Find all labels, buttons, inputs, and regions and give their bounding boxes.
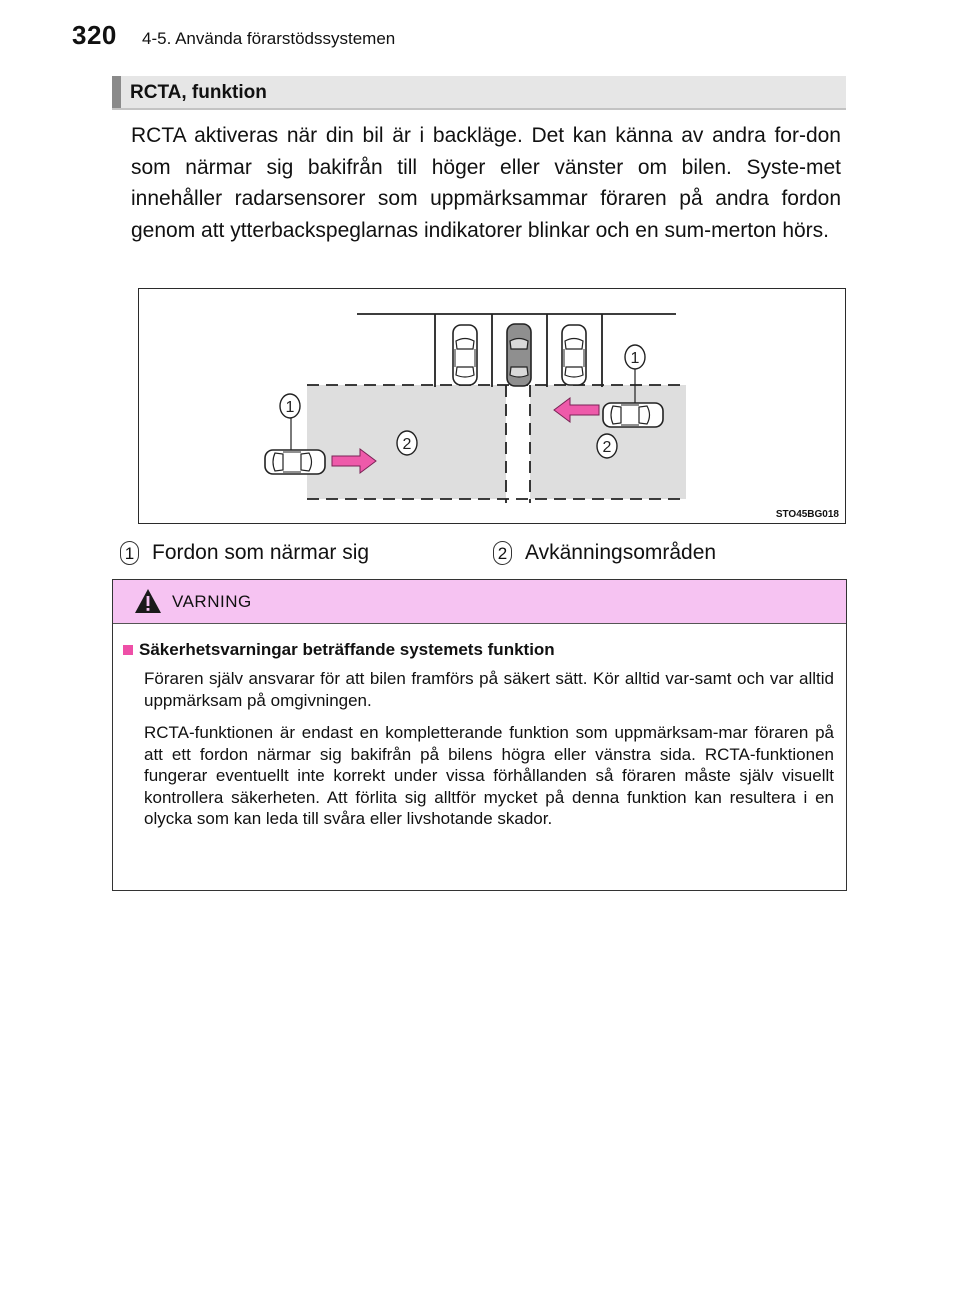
- callout-1-right: [625, 345, 645, 369]
- parked-car-left: [453, 325, 477, 385]
- callout-1-left-label: 1: [285, 399, 295, 416]
- figure-code: STO45BG018: [775, 509, 839, 520]
- warning-box: [112, 579, 847, 891]
- bullet-square-icon: [123, 645, 133, 655]
- section-header-bar: [112, 76, 121, 108]
- section-title: RCTA, funktion: [130, 82, 267, 103]
- chapter-title: 4-5. Använda förarstödssystemen: [142, 29, 396, 48]
- rcta-diagram-drawing: [139, 289, 846, 524]
- approaching-car-right: [603, 403, 663, 427]
- callout-2-right-label: 2: [602, 439, 612, 456]
- warning-heading: [123, 640, 830, 660]
- own-car: [507, 324, 531, 386]
- section-header: [112, 76, 846, 110]
- legend-item-1: [120, 541, 369, 565]
- intro-paragraph: RCTA aktiveras när din bil är i backläge. Det kan känna av andra for-don som närmar sig bakifrån till höger eller vänster om bilen. Syste-met innehåller radarsensorer som uppmärksammar föraren på andra fordon genom att ytterbackspeglarnas indikatorer blinkar och en sum-merton hörs.: [131, 124, 841, 242]
- warning-heading-text: Säkerhetsvarningar beträffande systemets funktion: [139, 640, 555, 659]
- warning-paragraph-2: RCTA-funktionen är endast en kompletterande funktion som uppmärksam-mar föraren på att ett fordon närmar sig bakifrån på bilens högra eller vänstra sida. RCTA-funktionen fungerar eventuellt inte korrekt under vissa förhållanden så föraren måste själv visuellt kontrollera säkerheten. Att förlita sig alltför mycket på denna funktion kan resultera i en olycka som kan leda till svåra eller livshotande skador.: [144, 723, 834, 828]
- callout-1-right-label: 1: [630, 350, 640, 367]
- legend-2-number: 2: [493, 541, 512, 565]
- legend-1-label: Fordon som närmar sig: [152, 541, 370, 564]
- legend-item-2: [493, 541, 716, 565]
- warning-title: VARNING: [172, 592, 252, 611]
- warning-triangle-icon: [134, 588, 162, 614]
- callout-2-left-label: 2: [402, 436, 412, 453]
- warning-body: [113, 624, 846, 830]
- rcta-diagram: [138, 288, 846, 524]
- callout-2-left: [397, 431, 417, 455]
- parked-car-right: [562, 325, 586, 385]
- legend-1-number: 1: [120, 541, 139, 565]
- warning-paragraph-1: Föraren själv ansvarar för att bilen framförs på säkert sätt. Kör alltid var-samt och var alltid uppmärksam på omgivningen.: [144, 669, 834, 710]
- callout-1-left: [280, 394, 300, 418]
- page-number: 320: [72, 20, 117, 50]
- callout-2-right: [597, 434, 617, 458]
- warning-header: [113, 580, 846, 624]
- approaching-car-left: [265, 450, 325, 474]
- legend-2-label: Avkänningsområden: [525, 541, 717, 564]
